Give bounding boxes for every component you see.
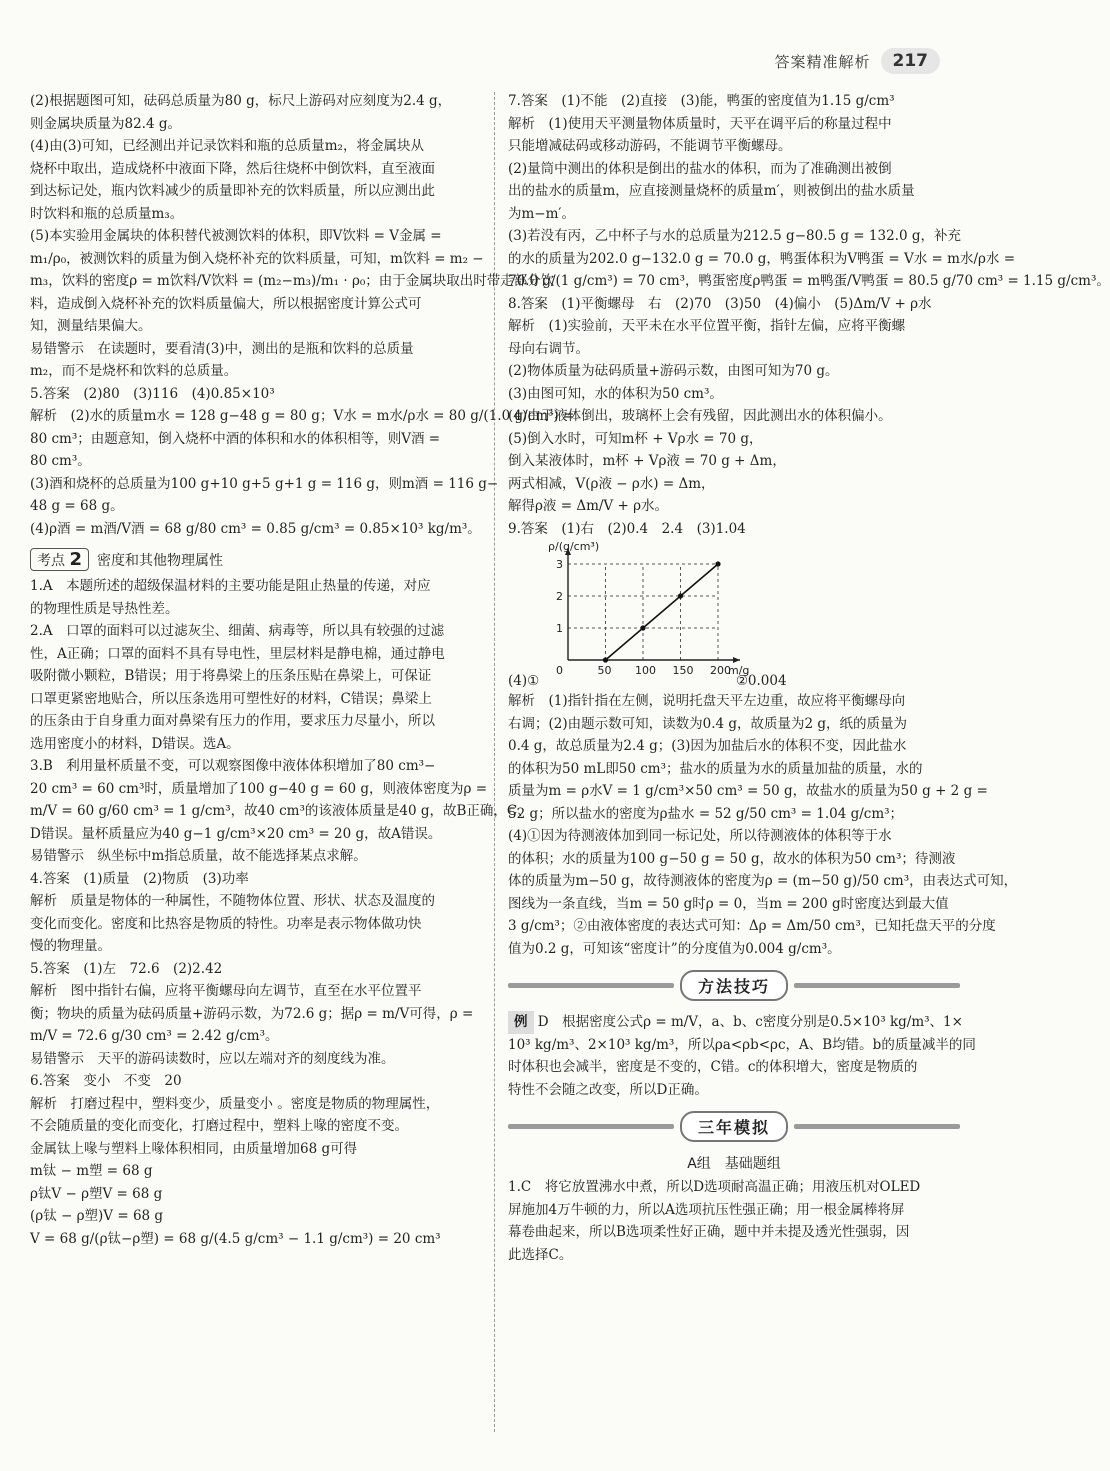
text-line: 金属钛上喙与塑料上喙体积相同，由质量增加68 g可得 (30, 1140, 358, 1157)
x-axis-arrow (733, 657, 740, 663)
text-line: 的体积为50 mL即50 cm³；盐水的质量为水的质量加盐的质量，水的 (508, 760, 923, 777)
three-year-banner-label: 三年模拟 (680, 1111, 788, 1142)
text-line: 易错警示 天平的游码读数时，应以左端对齐的刻度线为准。 (30, 1050, 395, 1067)
text-line: 20 cm³ = 60 cm³时，质量增加了100 g−40 g = 60 g，则液体密度为ρ = (30, 780, 488, 797)
text-line: (5)倒入水时，可知m杯 + Vρ水 = 70 g， (508, 430, 763, 447)
example-line: 特性不会随之改变，所以D正确。 (508, 1081, 708, 1098)
text-line: 解析 质量是物体的一种属性，不随物体位置、形状、状态及温度的 (30, 893, 435, 909)
text-line: 80 cm³；由题意知，倒入烧杯中酒的体积和水的体积相等，则V酒 = (30, 430, 441, 447)
text-line: (4)①因为待测液体加到同一标记处，所以待测液体的体积等于水 (508, 828, 892, 844)
text-line: 解析 (1)使用天平测量物体质量时，天平在调平后的称量过程中 (508, 115, 892, 132)
text-line: m钛 − m塑 = 68 g (30, 1163, 153, 1179)
section-heading (30, 548, 482, 571)
page-header (774, 48, 940, 74)
y-tick-label: 1 (556, 622, 563, 635)
header-title: 答案精准解析 (774, 52, 871, 71)
text-line: 衡；物块的质量为砝码质量+游码示数，为72.6 g；据ρ = m/V可得，ρ = (30, 1005, 474, 1022)
text-line: 48 g = 68 g。 (30, 498, 124, 514)
chart-footer (508, 670, 787, 693)
text-line: 选用密度小的材料，D错误。选A。 (30, 735, 240, 752)
text-line: 口罩更紧密地贴合，所以压条选用可塑性好的材料，C错误；鼻梁上 (30, 690, 432, 707)
text-line: 母向右调节。 (508, 340, 589, 357)
text-line: 右调；(2)由题示数可知，读数为0.4 g，故质量为2 g，纸的质量为 (508, 715, 908, 732)
text-line: (3)若没有丙，乙中杯子与水的总质量为212.5 g−80.5 g = 132.0 g，补充 (508, 228, 961, 244)
text-line: 3.B 利用量杯质量不变，可以观察图像中液体体积增加了80 cm³− (30, 758, 436, 774)
text-line: 则金属块质量为82.4 g。 (30, 115, 181, 132)
data-point (715, 561, 720, 566)
text-line: 烧杯中取出，造成烧杯中液面下降，然后往烧杯中倒饮料，直至液面 (30, 160, 435, 177)
chart-svg (548, 540, 778, 690)
text-line: m₂，而不是烧杯和饮料的总质量。 (30, 363, 238, 379)
text-line: 解析 (1)实验前，天平未在水平位置平衡，指针左偏，应将平衡螺 (508, 318, 906, 334)
y-tick-label: 3 (556, 558, 563, 571)
text-line: (4)由于液体倒出，玻璃杯上会有残留，因此测出水的体积偏小。 (508, 408, 892, 424)
text-line: 知，测量结果偏大。 (30, 318, 152, 334)
text-line: 80 cm³。 (30, 453, 91, 469)
page-number: 217 (881, 48, 941, 74)
text-line: 解析 图中指针右偏，应将平衡螺母向左调节，直至在水平位置平 (30, 983, 422, 999)
data-point (678, 593, 683, 598)
text-line: 的物理性质是导热性差。 (30, 600, 179, 617)
text-line: 1.A 本题所述的超级保温材料的主要功能是阻止热量的传递，对应 (30, 578, 431, 594)
text-line: 0.4 g，故总质量为2.4 g；(3)因为加盐后水的体积不变，因此盐水 (508, 738, 907, 754)
text-line: 的体积；水的质量为100 g−50 g = 50 g，故水的体积为50 cm³；待测液 (508, 850, 956, 867)
text-line: 不会随质量的变化而变化，打磨过程中，塑料上喙的密度不变。 (30, 1118, 408, 1134)
text-line: 5.答案 (2)80 (3)116 (4)0.85×10³ (30, 385, 275, 402)
text-line: (4)ρ酒 = m酒/V酒 = 68 g/80 cm³ = 0.85 g/cm³ = 0.85×10³ kg/m³。 (30, 520, 481, 537)
section-name: 密度和其他物理属性 (96, 552, 223, 569)
text-line: 出的盐水的质量m，应直接测量烧杯的质量m′，则被倒出的盐水质量 (508, 183, 915, 199)
text-line: (2)物体质量为砝码质量+游码示数，由图可知为70 g。 (508, 363, 839, 379)
text-line: 9.答案 (1)右 (2)0.4 2.4 (3)1.04 (508, 520, 746, 537)
example-tag: 例 (508, 1011, 534, 1034)
text-line: 2.A 口罩的面料可以过滤灰尘、细菌、病毒等，所以具有较强的过滤 (30, 623, 445, 639)
text-line: (3)酒和烧杯的总质量为100 g+10 g+5 g+1 g = 116 g，则m酒 = 116 g− (30, 475, 499, 492)
density-chart (508, 540, 960, 690)
section-tag: 考点 2 (30, 548, 89, 571)
text-line: 解得ρ液 = Δm/V + ρ水。 (508, 498, 669, 514)
text-line: 时饮料和瓶的总质量m₃。 (30, 205, 184, 222)
x-tick-label: 50 (597, 664, 612, 677)
text-line: 质量为m = ρ水V = 1 g/cm³×50 cm³ = 50 g，故盐水的质量为50 g + 2 g = (508, 783, 988, 799)
text-line: 幕卷曲起来，所以B选项柔性好正确，题中并未提及透光性强弱，因 (508, 1224, 910, 1240)
text-line: m/V = 60 g/60 cm³ = 1 g/cm³，故40 cm³的该液体质量是40 g，故B正确，C、 (30, 803, 531, 819)
text-line: (2)根据题图可知，砝码总质量为80 g，标尺上游码对应刻度为2.4 g， (30, 93, 452, 109)
column-divider (494, 92, 495, 1432)
text-line: ρ钛V − ρ塑V = 68 g (30, 1185, 163, 1202)
data-line (606, 564, 719, 660)
text-line: 52 g；所以盐水的密度为ρ盐水 = 52 g/50 cm³ = 1.04 g/cm³； (508, 805, 904, 822)
method-banner (508, 970, 960, 1001)
example-block (508, 1011, 976, 1101)
text-line: 为m−m′。 (508, 205, 575, 222)
right-column (508, 90, 1110, 1266)
text-line: 的压条由于自身重力面对鼻梁有压力的作用，要求压力尽量小，所以 (30, 713, 435, 729)
x-tick-label: 200 (710, 664, 731, 677)
text-line: 料，造成倒入烧杯补充的饮料质量偏大，所以根据密度计算公式可 (30, 295, 422, 312)
text-line: 两式相减，V(ρ液 − ρ水) = Δm， (508, 475, 715, 492)
text-line: 6.答案 变小 不变 20 (30, 1073, 182, 1089)
text-line: m₃，饮料的密度ρ = m饮料/V饮料 = (m₂−m₃)/m₁ · ρ₀；由于金属块取出时带走部分饮 (30, 273, 555, 289)
x-tick-label: 100 (635, 664, 656, 677)
text-line: 4.答案 (1)质量 (2)物质 (3)功率 (30, 870, 249, 887)
text-line: V = 68 g/(ρ钛−ρ塑) = 68 g/(4.5 g/cm³ − 1.1 g/cm³) = 20 cm³ (30, 1230, 441, 1247)
text-line: 1.C 将它放置沸水中煮，所以D选项耐高温正确；用液压机对OLED (508, 1179, 921, 1195)
text-line: 吸附微小颗粒，B错误；用于将鼻梁上的压条压贴在鼻梁上，可保证 (30, 668, 432, 684)
example-line: 时体积也会减半，密度是不变的，C错。c的体积增大，密度是物质的 (508, 1059, 918, 1075)
group-title: A组 基础题组 (687, 1156, 781, 1172)
text-line: 的水的质量为202.0 g−132.0 g = 70.0 g，鸭蛋体积为V鸭蛋 = V水 = m水/ρ水 = (508, 250, 1016, 267)
example-line: 例 D 根据密度公式ρ = m/V，a、b、c密度分别是0.5×10³ kg/m³、1× (508, 1011, 960, 1034)
x-axis-label: m/g (728, 664, 750, 677)
text-line: 3 g/cm³；②由液体密度的表达式可知：Δρ = Δm/50 cm³，已知托盘天平的分度 (508, 918, 996, 934)
text-line: 到达标记处，瓶内饮料减少的质量即补充的饮料质量，所以应测出此 (30, 183, 435, 199)
data-point (603, 657, 608, 662)
text-line: D错误。量杯质量应为40 g−1 g/cm³×20 cm³ = 20 g，故A错误。 (30, 825, 442, 842)
text-line: 易错警示 在读题时，要看清(3)中，测出的是瓶和饮料的总质量 (30, 340, 414, 357)
text-line: 慢的物理量。 (30, 938, 111, 954)
text-line: 70.0 g/(1 g/cm³) = 70 cm³，鸭蛋密度ρ鸭蛋 = m鸭蛋/V鸭蛋 = 80.5 g/70 cm³ = 1.15 g/cm³。 (508, 273, 1110, 289)
text-line: 图线为一条直线，当m = 50 g时ρ = 0，当m = 200 g时密度达到最大值 (508, 895, 949, 912)
text-line: 性，A正确；口罩的面料不具有导电性，里层材料是静电棉，通过静电 (30, 645, 445, 662)
x-tick-label: 150 (672, 664, 694, 677)
text-line: 变化而变化。密度和比热容是物质的特性。功率是表示物体做功快 (30, 915, 422, 932)
text-line: 倒入某液体时，m杯 + Vρ液 = 70 g + Δm， (508, 453, 786, 469)
method-banner-label: 方法技巧 (680, 970, 788, 1001)
text-line: 7.答案 (1)不能 (2)直接 (3)能，鸭蛋的密度值为1.15 g/cm³ (508, 93, 895, 109)
text-line: 只能增减砝码或移动游码，不能调节平衡螺母。 (508, 138, 792, 154)
text-line: 8.答案 (1)平衡螺母 右 (2)70 (3)50 (4)偏小 (5)Δm/V + ρ水 (508, 295, 932, 312)
y-axis-label: ρ/(g/cm³) (548, 540, 600, 553)
text-line: m₁/ρ₀，被测饮料的质量为倒入烧杯补充的饮料质量，可知，m饮料 = m₂ − (30, 250, 484, 267)
y-tick-label: 2 (556, 590, 563, 603)
text-line: 屏施加4万牛顿的力，所以A选项抗压性强正确；用一根金属棒将屏 (508, 1201, 905, 1218)
text-line: (3)由图可知，水的体积为50 cm³。 (508, 385, 723, 402)
text-line: 5.答案 (1)左 72.6 (2)2.42 (30, 960, 223, 977)
text-line: 易错警示 纵坐标中m指总质量，故不能选择某点求解。 (30, 848, 367, 864)
text-line: (4)由(3)可知，已经测出并记录饮料和瓶的总质量m₂，将金属块从 (30, 138, 424, 154)
text-line: 解析 (1)指针指在左侧，说明托盘天平左边重，故应将平衡螺母向 (508, 693, 906, 709)
chart-footer-left: (4)① (508, 673, 540, 689)
text-line: 解析 打磨过程中，塑料变少，质量变小 。密度是物质的物理属性， (30, 1095, 440, 1112)
text-line: 此选择C。 (508, 1246, 573, 1263)
text-line: m/V = 72.6 g/30 cm³ = 2.42 g/cm³。 (30, 1028, 279, 1044)
example-line: 10³ kg/m³、2×10³ kg/m³，所以ρa<ρb<ρc，A、B均错。b的质量减半的同 (508, 1036, 976, 1053)
x-tick-label: 0 (556, 664, 563, 677)
text-line: (2)量筒中测出的体积是倒出的盐水的体积，而为了准确测出被倒 (508, 160, 892, 177)
text-line: 值为0.2 g，可知该“密度计”的分度值为0.004 g/cm³。 (508, 940, 841, 957)
text-line: (ρ钛 − ρ塑)V = 68 g (30, 1208, 164, 1224)
text-line: 解析 (2)水的质量m水 = 128 g−48 g = 80 g；V水 = m水/ρ水 = 80 g/(1.0 g/cm³) = (30, 408, 575, 424)
chart-footer-right: ②0.004 (735, 673, 787, 689)
text-line: (5)本实验用金属块的体积替代被测饮料的体积，即V饮料 = V金属 = (30, 228, 442, 244)
three-year-banner (508, 1111, 960, 1142)
text-line: 体的质量为m−50 g，故待测液体的密度为ρ = (m−50 g)/50 cm³，由表达式可知， (508, 873, 1018, 889)
data-point (640, 625, 645, 630)
